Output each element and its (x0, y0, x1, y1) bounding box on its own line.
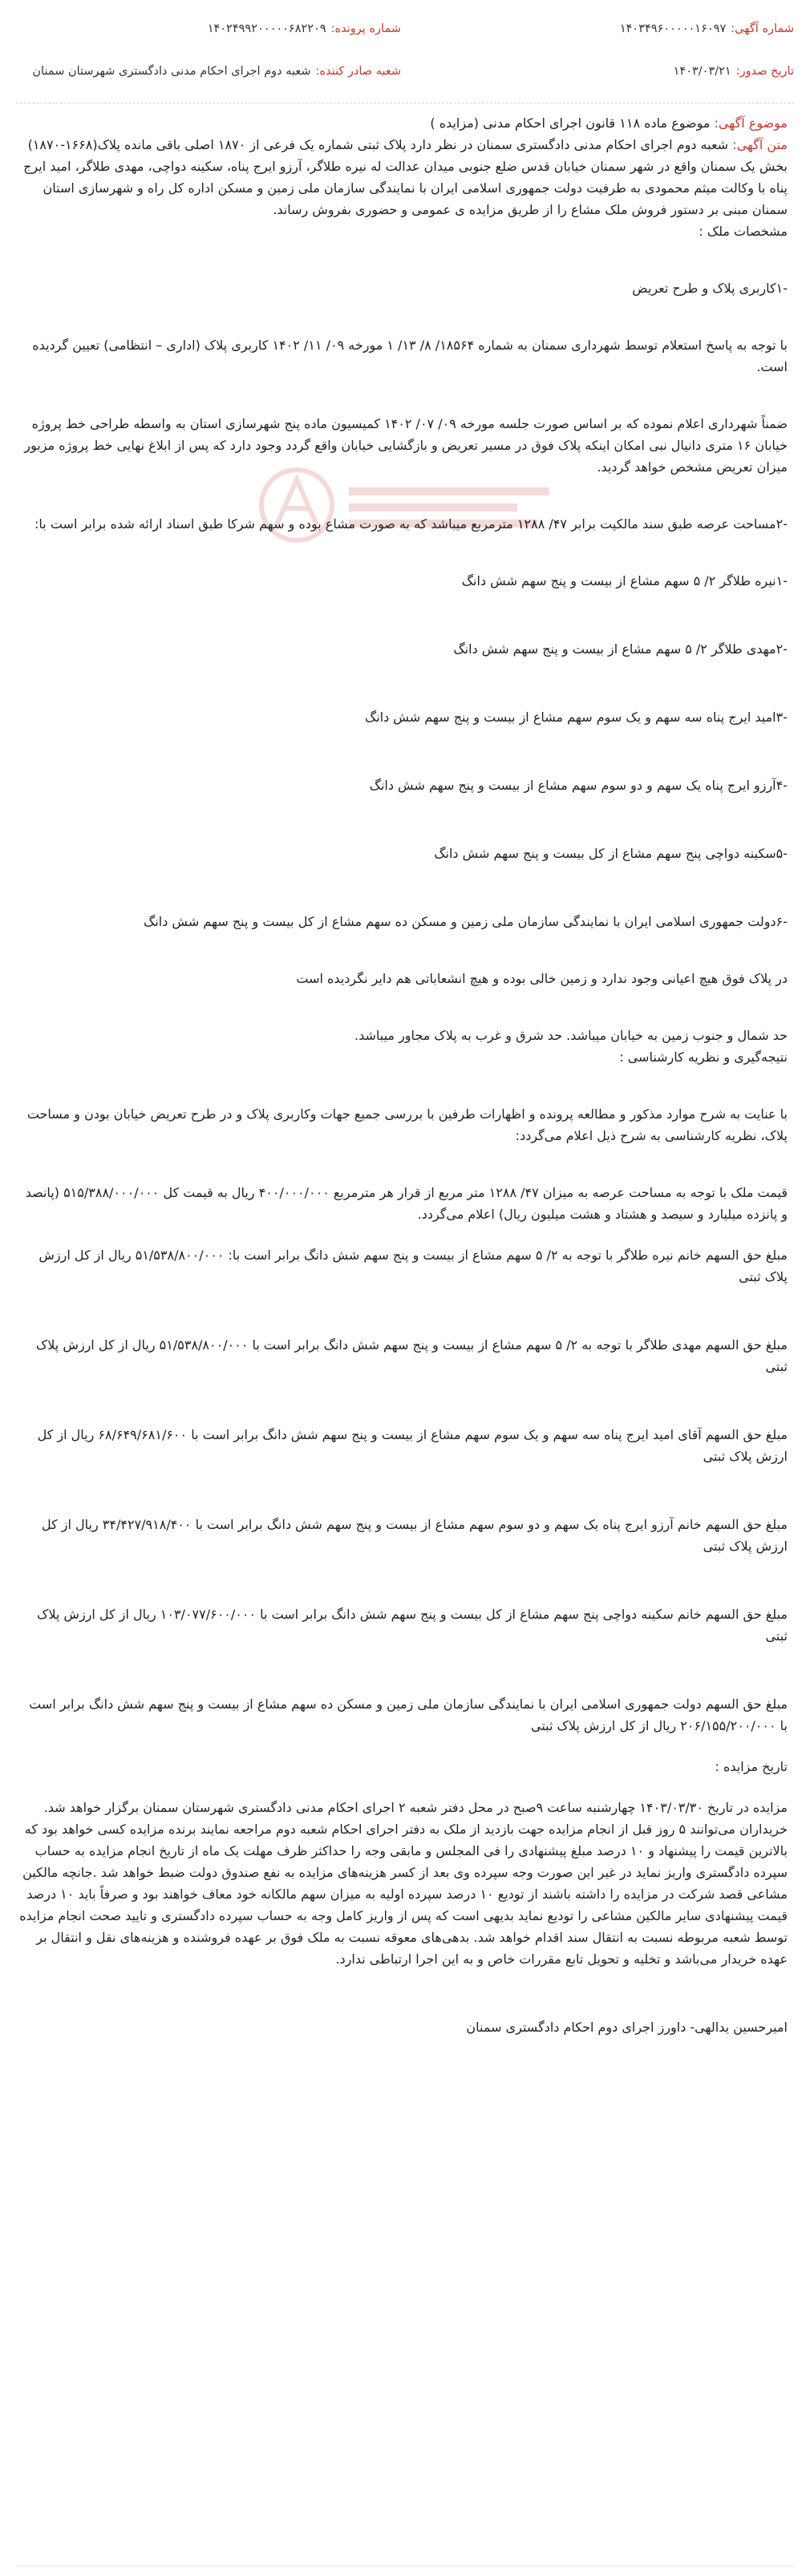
total-value: قیمت ملک با توجه به مساحت عرصه به میزان ۴۷/ ۱۲۸۸ متر مربع از قرار هر مترمربع ۴۰۰/۰۰۰/۰۰۰ ریال به قیمت کل ۵۱۵/۳۸۸/۰۰۰/۰۰۰ (پانصد و پانزده میلیارد و سیصد و هشتاد و هشت میلیون ریال) اعلام می‌گردد. (25, 1185, 788, 1222)
borders-note: حد شمال و جنوب زمین به خیابان میباشد. حد شرق و غرب به پلاک مجاور میباشد. (354, 1028, 788, 1043)
share-item: -۵سکینه دواچی پنج سهم مشاع از کل بیست و پنج سهم شش دانگ (434, 846, 788, 861)
file-number (16, 22, 401, 46)
share-value: مبلغ حق السهم مهدی طلاگر با توجه به ۲/ ۵ سهم مشاع از بیست و پنج سهم شش دانگ برابر است با ۵۱/۵۳۸/۸۰۰/۰۰۰ ریال از کل ارزش پلاک ثبتی (35, 1337, 788, 1374)
signature: امیرحسین یدالهی- داورز اجرای دوم احکام دادگستری سمنان (466, 2020, 788, 2035)
issue-date-value: ۱۴۰۳/۰۳/۲۱ (673, 65, 731, 78)
body-intro (18, 134, 788, 220)
share-value: مبلغ حق السهم دولت جمهوری اسلامی ایران با نمایندگی سازمان ملی زمین و مسکن ده سهم مشاع از بیست و پنج سهم شش دانگ برابر است با ۲۰۶/۱۵۵/۲۰۰/۰۰۰ ریال از کل ارزش پلاک ثبتی (29, 1696, 788, 1733)
share-value: مبلغ حق السهم خانم آرزو ایرج پناه یک سهم و دو سوم سهم مشاع از بیست و پنج سهم شش دانگ برابر است با ۳۴/۴۲۷/۹۱۸/۴۰۰ ریال از کل ارزش پلاک ثبتی (41, 1517, 788, 1554)
subject-line (18, 112, 788, 134)
share-item: -۱نیره طلاگر ۲/ ۵ سهم مشاع از بیست و پنج سهم شش دانگ (461, 573, 788, 588)
features-title: مشخصات ملک : (699, 224, 788, 239)
section1-paragraph-2: ضمناً شهرداری اعلام نموده که بر اساس صورت جلسه مورخه ۰۹/ ۰۷/ ۱۴۰۲ کمیسیون ماده پنج شهرسازی استان به واسطه طراحی خط پروژه خیابان ۱۶ متری دانیال نبی امکان اینکه پلاک فوق در مسیر تعریض و بازگشایی خیابان واقع گردد وجود دارد که پس از ابلاغ نهایی خط پروژه مزبور میزان تعریض مشخص خواهد گردید. (24, 416, 788, 475)
share-value: مبلغ حق السهم خانم سکینه دواچی پنج سهم مشاع از کل بیست و پنج سهم شش دانگ برابر است با ۱۰۳/۰۷۷/۶۰۰/۰۰۰ ریال از کل ارزش پلاک ثبتی (37, 1607, 788, 1644)
share-item: -۶دولت جمهوری اسلامی ایران با نمایندگی سازمان ملی زمین و مسکن ده سهم مشاع از کل بیست و پنج سهم شش دانگ (144, 914, 788, 929)
section2-title: -۲مساحت عرصه طبق سند مالکیت برابر ۴۷/ ۱۲۸۸ مترمربع میباشد که به صورت مشاع بوده و سهم شرکا طبق اسناد ارائه شده برابر است با: (34, 516, 788, 532)
conclusion-intro: با عنایت به شرح موارد مذکور و مطالعه پرونده و اظهارات طرفین با بررسی جمیع جهات وکاربری پلاک و در طرح تعریض خیابان بودن و مساحت پلاک، نظریه کارشناسی به شرح ذیل اعلام می‌گردد: (26, 1106, 788, 1143)
file-number-label: شماره پرونده: (330, 22, 401, 35)
share-item: -۳امید ایرج پناه سه سهم و یک سوم سهم مشاع از بیست و پنج سهم شش دانگ (364, 710, 788, 725)
body-label: متن آگهی: (732, 137, 788, 152)
subject-label: موضوع آگهی: (714, 115, 788, 131)
no-buildings-note: در پلاک فوق هیچ اعیانی وجود ندارد و زمین خالی بوده و هیچ انشعاباتی هم دایر نگردیده است (296, 971, 788, 986)
auction-text: مزایده در تاریخ ۱۴۰۳/۰۳/۳۰ چهارشنبه ساعت ۹صبح در محل دفتر شعبه ۲ اجرای احکام مدنی دادگستری شهرستان سمنان برگزار خواهد شد. خریداران می‌توانند ۵ روز قبل از انجام مزایده جهت بازدید از ملک به دفتر اجرای احکام شعبه دوم مراجعه نمایند برنده مزایده کسی خواهد بود که بالاترین قیمت را پیشنهاد و ۱۰ درصد مبلغ پیشنهادی را فی المجلس و مابقی وجه را حداکثر ظرف مهلت یک ماه از تاریخ انجام مزایده به حساب سپرده دادگستری واریز نماید در غیر این صورت وجه سپرده وی بعد از کسر هزینه‌های مزایده به نفع صندوق دولت ضبط خواهد شد .جانچه مالکین مشاعی قصد شرکت در مزایده را داشته باشند از تودیع ۱۰ درصد سپرده اولیه به میزان سهم مالکانه خود معاف خواهند بود و صرفاً باید ۱۰ درصد قیمت پیشنهادی سایر مالکین مشاعی را تودیع نماید بدیهی است که پس از واریز کامل وجه به حساب سپرده دادگستری و تایید صحت انجام مزایده توسط شعبه مربوطه نسبت به انتقال سند اقدام خواهد شد. بدهی‌های معوقه نسبت به ملک فوق بر عهده فروشنده و هزینه‌های نقل و انتقال بر عهده خریدار می‌باشد و تخلیه و تحویل تابع مقررات خاص و به این اجرا ارتباطی ندارد. (19, 1800, 788, 1967)
file-number-value: ۱۴۰۲۴۹۹۲۰۰۰۰۰۶۸۲۲۰۹ (207, 22, 326, 35)
body-intro-text: شعبه دوم اجرای احکام مدنی دادگستری سمنان در نظر دارد پلاک ثبتی شماره یک فرعی از ۱۸۷۰ اصلی باقی مانده پلاک(۱۶۶۸-۱۸۷۰) بخش یک سمنان واقع در شهر سمنان خیابان قدس ضلع جنوبی میدان عدالت له نیره طلاگر، آرزو ایرج پناه، سکینه دواچی، مهدی طلاگر، امید ایرج پناه با وکالت میثم محمودی به طرفیت دولت جمهوری اسلامی ایران با نمایندگی سازمان ملی زمین و مسکن اداره کل راه و شهرسازی استان سمنان مبنی بر دستور فروش ملک مشاع را از طریق مزایده ی عمومی و حضوری بفروش رساند. (23, 137, 788, 217)
ad-content (18, 112, 788, 2038)
share-value: مبلغ حق السهم آقای امید ایرج پناه سه سهم و یک سوم سهم مشاع از بیست و پنج سهم شش دانگ برابر است با ۶۸/۶۴۹/۶۸۱/۶۰۰ ریال از کل ارزش پلاک ثبتی (37, 1427, 788, 1464)
issue-date-label: تاریخ صدور: (735, 65, 794, 78)
ad-number-label: شماره آگهی: (731, 22, 794, 35)
share-value: مبلغ حق السهم خانم نیره طلاگر با توجه به ۲/ ۵ سهم مشاع از بیست و پنج سهم شش دانگ برابر است با: ۵۱/۵۳۸/۸۰۰/۰۰۰ ریال از کل ارزش پلاک ثبتی (38, 1248, 788, 1284)
ad-number-value: ۱۴۰۳۴۹۶۰۰۰۰۰۱۶۰۹۷ (619, 22, 727, 35)
ad-number (409, 22, 794, 46)
share-item: -۴آرزو ایرج پناه یک سهم و دو سوم سهم مشاع از بیست و پنج سهم شش دانگ (369, 778, 788, 793)
auction-date-title: تاریخ مزایده : (715, 1759, 788, 1774)
issuer-value: شعبه دوم اجرای احکام مدنی دادگستری شهرستان سمنان (32, 65, 311, 78)
section1-title: -۱کاربری پلاک و طرح تعریض (632, 281, 788, 296)
subject-text: موضوع ماده ۱۱۸ قانون اجرای احکام مدنی (مزایده ) (430, 115, 711, 131)
section1-paragraph-1: با توجه به پاسخ استعلام توسط شهرداری سمنان به شماره ۱۸۵۶۴/ ۸/ ۱۳/ ۱ مورخه ۰۹/ ۱۱/ ۱۴۰۲ کاربری پلاک (اداری – انتظامی) تعیین گردیده است. (32, 338, 788, 374)
issuer-label: شعبه صادر کننده: (315, 65, 401, 78)
issue-date (409, 65, 794, 88)
ad-header (16, 22, 794, 88)
share-item: -۲مهدی طلاگر ۲/ ۵ سهم مشاع از بیست و پنج سهم شش دانگ (453, 641, 788, 657)
issuer (16, 65, 401, 88)
conclusion-title: نتیجه‌گیری و نظریه کارشناسی : (619, 1049, 788, 1065)
